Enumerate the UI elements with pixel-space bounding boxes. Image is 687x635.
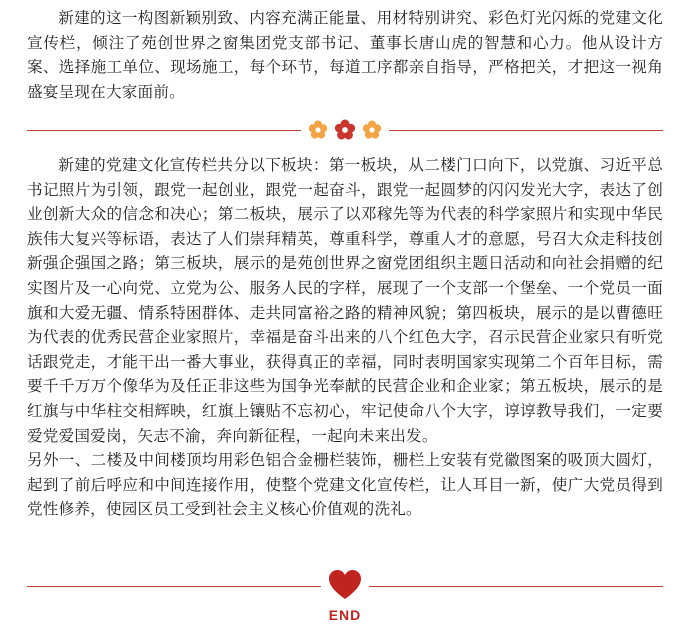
orange-flower-icon [308, 120, 328, 140]
heart-icon [328, 569, 362, 601]
article-body-main [27, 153, 663, 522]
paragraph-sections: 新建的党建文化宣传栏共分以下板块：第一板块，从二楼门口向下，以党旗、习近平总书记照片为引领，跟党一起创业，跟党一起奋斗，跟党一起圆梦的闪闪发光大字，表达了创业创新大众的信念和决心；第二板块，展示了以邓稼先等为代表的科学家照片和实现中华民族伟大复兴等标语，表达了人们崇拜精英，尊重科学，尊重人才的意愿，号召大众走科技创新强企强国之路；第三板块，展示的是苑创世界之窗党团组织主题日活动和向社会捐赠的纪实图片及一心向党、立党为公、服务人民的字样，展现了一个支部一个堡垒、一个党员一面旗和大爱无疆、情系特困群体、走共同富裕之路的精神风貌；第四板块，展示的是以曹德旺为代表的优秀民营企业家照片，幸福是奋斗出来的八个红色大字，召示民营企业家只有听党话跟党走，才能干出一番大事业，获得真正的幸福，同时表明国家实现第二个百年目标，需要千千万万个像华为及任正非这些为国争光奉献的民营企业和企业家；第五板块，展示的是红旗与中华柱交相辉映，红旗上镶贴不忘初心，牢记使命八个大字，谆谆教导我们，一定要爱党爱国爱岗，矢志不渝，奔向新征程，一起向未来出发。 [27, 156, 663, 445]
article-body [27, 6, 663, 104]
end-footer [27, 567, 663, 627]
end-line-left [27, 586, 321, 587]
divider-line-left [27, 130, 301, 131]
flower-group [308, 119, 382, 141]
orange-flower-icon [362, 120, 382, 140]
end-line-right [369, 586, 663, 587]
red-flower-icon [334, 119, 356, 141]
paragraph-closing: 另外一、二楼及中间楼顶均用彩色铝合金栅栏装饰，栅栏上安装有党徽图案的吸顶大圆灯，起到了前后呼应和中间连接作用，使整个党建文化宣传栏，让人耳目一新，使广大党员得到党性修养，使园区员工受到社会主义核心价值观的洗礼。 [27, 451, 663, 519]
divider-line-right [389, 130, 663, 131]
paragraph-intro: 新建的这一构图新颖别致、内容充满正能量、用材特别讲究、彩色灯光闪烁的党建文化宣传栏，倾注了苑创世界之窗集团党支部书记、董事长唐山虎的智慧和心力。他从设计方案、选择施工单位、现场施工，每个环节，每道工序都亲自指导，严格把关，才把这一视角盛宴呈现在大家面前。 [27, 9, 663, 101]
end-label: END [328, 607, 362, 623]
flower-divider [27, 119, 663, 143]
